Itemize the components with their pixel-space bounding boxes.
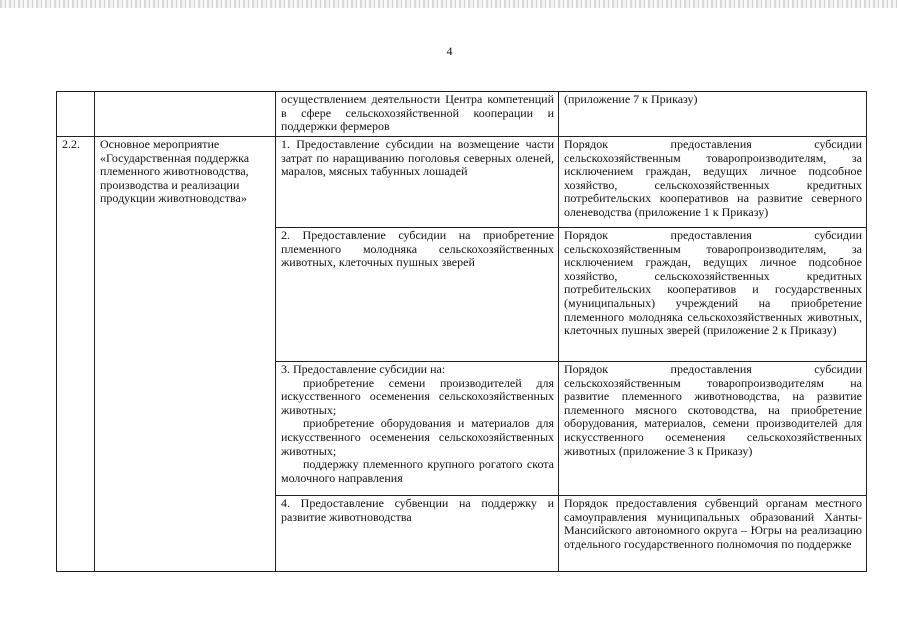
table-row bbox=[57, 137, 867, 228]
measure-text: 1. Предоставление субсидии на возмещение части затрат по наращиванию поголовья северных оленей, маралов, мясных табунных лошадей bbox=[281, 137, 554, 179]
measure-cell bbox=[276, 496, 559, 572]
procedure-cell: Порядок предоставления субсидии сельскохозяйственным товаропроизводителям, за исключением граждан, ведущих личное подсобное хозяйство, сельскохозяйственных кредитных потребительских кооперативов на развитие северного оленеводства (приложение 1 к Приказу) bbox=[559, 137, 867, 228]
page-number: 4 bbox=[446, 44, 453, 58]
procedure-cell: Порядок предоставления субсидии сельскохозяйственным товаропроизводителям на развитие племенного животноводства, на развитие племенного мясного скотоводства, на приобретение оборудования, материалов, семени производителей для искусственного осеменения сельскохозяйственных животных (приложение 3 к Приказу) bbox=[559, 362, 867, 496]
measure-cell bbox=[276, 92, 559, 137]
measure-text: осуществлением деятельности Центра компетенций в сфере сельскохозяйственной кооперации и поддержки фермеров bbox=[281, 92, 554, 134]
measures-table bbox=[56, 91, 867, 572]
measure-text: 2. Предоставление субсидии на приобретение племенного молодняка сельскохозяйственных животных, клеточных пушных зверей bbox=[281, 228, 554, 270]
measure-cell bbox=[276, 362, 559, 496]
measure-text: 4. Предоставление субвенции на поддержку и развитие животноводства bbox=[281, 496, 554, 524]
event-cell: Основное мероприятие «Государственная поддержка племенного животноводства, производства и реализации продукции животноводства» bbox=[95, 137, 276, 572]
measure-item: приобретение семени производителей для искусственного осеменения сельскохозяйственных животных; bbox=[281, 375, 554, 417]
measure-item: приобретение оборудования и материалов для искусственного осеменения сельскохозяйственных животных; bbox=[281, 416, 554, 458]
procedure-cell: Порядок предоставления субвенций органам местного самоуправления муниципальных образований Ханты-Мансийского автономного округа – Югры на реализацию отдельного государственного полномочия по поддержке bbox=[559, 496, 867, 572]
scan-artifact-line bbox=[0, 0, 899, 8]
table-row bbox=[57, 92, 867, 137]
measure-item: поддержку племенного крупного рогатого скота молочного направления bbox=[281, 457, 554, 485]
measure-cell bbox=[276, 228, 559, 362]
event-cell bbox=[95, 92, 276, 137]
measure-heading: 3. Предоставление субсидии на: bbox=[281, 362, 446, 376]
procedure-cell: (приложение 7 к Приказу) bbox=[559, 92, 867, 137]
procedure-cell: Порядок предоставления субсидии сельскохозяйственным товаропроизводителям, за исключением граждан, ведущих личное подсобное хозяйство, сельскохозяйственных кредитных потребительских кооперативов и государственных (муниципальных) учреждений на приобретение племенного молодняка сельскохозяйственных животных, клеточных пушных зверей (приложение 2 к Приказу) bbox=[559, 228, 867, 362]
row-number-cell bbox=[57, 92, 95, 137]
measure-cell bbox=[276, 137, 559, 228]
row-number-cell: 2.2. bbox=[57, 137, 95, 572]
